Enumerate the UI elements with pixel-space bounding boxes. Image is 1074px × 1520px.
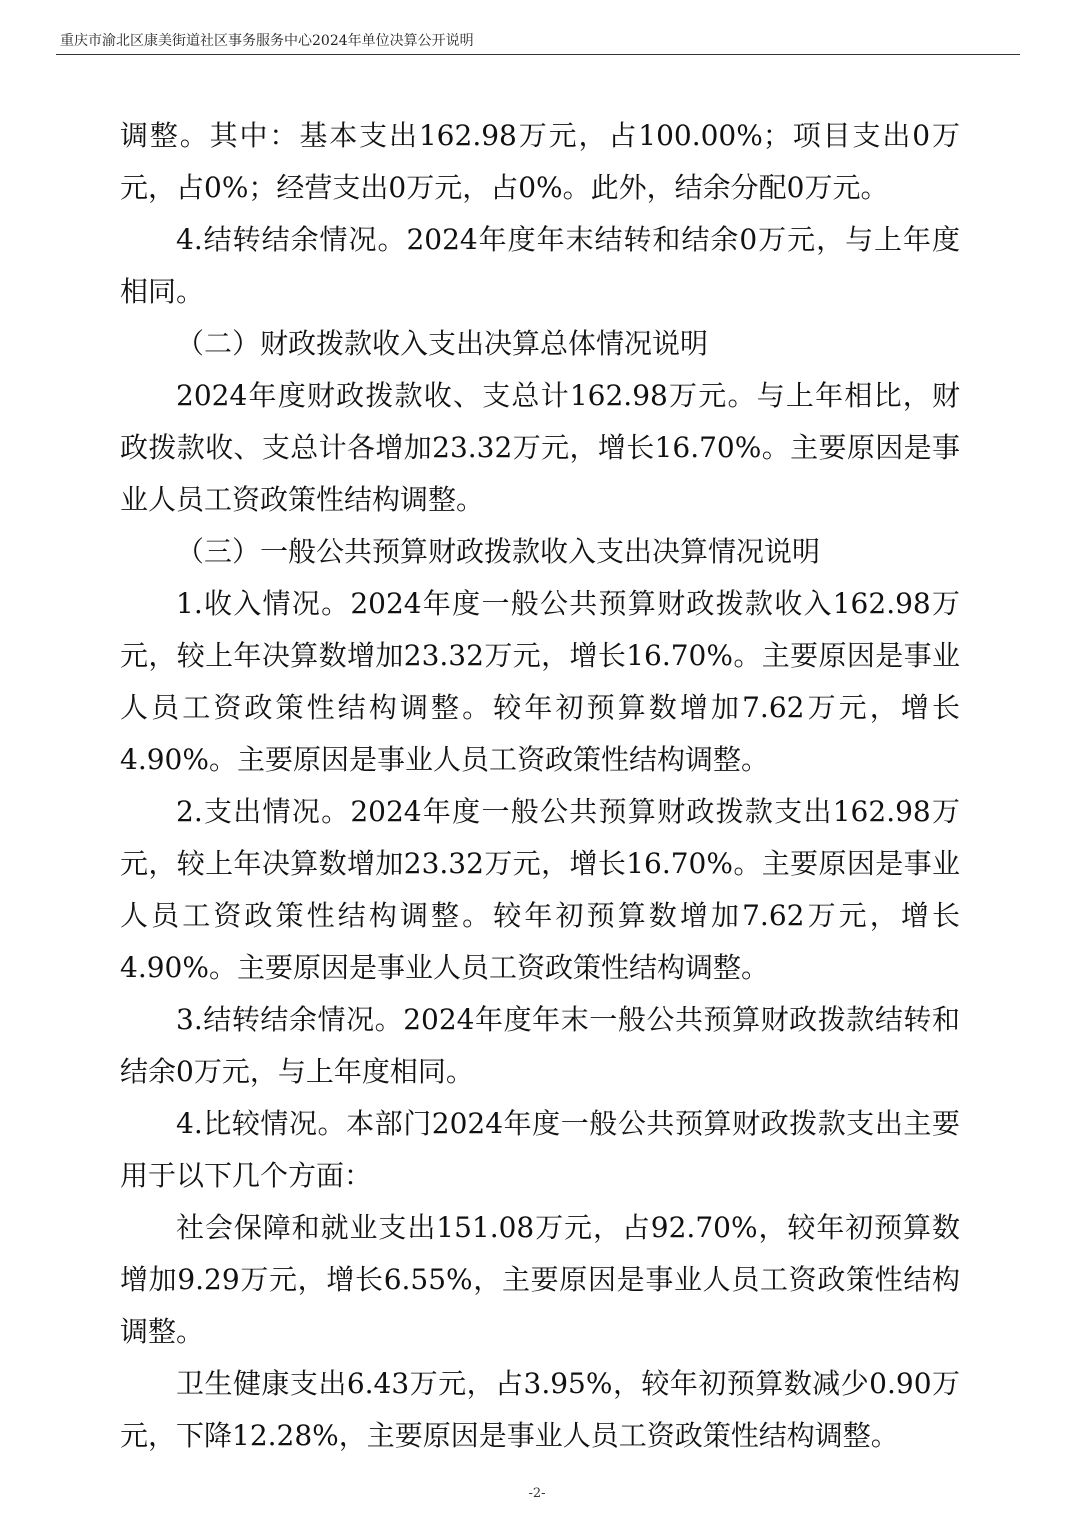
paragraph: 卫生健康支出6.43万元，占3.95%，较年初预算数减少0.90万元，下降12.28%，主要原因是事业人员工资政策性结构调整。 <box>120 1367 960 1452</box>
header-divider <box>56 54 1020 55</box>
section-heading: （二）财政拨款收入支出决算总体情况说明 <box>176 327 709 360</box>
paragraph: 1.收入情况。2024年度一般公共预算财政拨款收入162.98万元，较上年决算数增加23.32万元，增长16.70%。主要原因是事业人员工资政策性结构调整。较年初预算数增加7.62万元，增长4.90%。主要原因是事业人员工资政策性结构调整。 <box>120 587 960 776</box>
paragraph: 2.支出情况。2024年度一般公共预算财政拨款支出162.98万元，较上年决算数增加23.32万元，增长16.70%。主要原因是事业人员工资政策性结构调整。较年初预算数增加7.62万元，增长4.90%。主要原因是事业人员工资政策性结构调整。 <box>120 795 960 984</box>
paragraph: 社会保障和就业支出151.08万元，占92.70%，较年初预算数增加9.29万元，增长6.55%，主要原因是事业人员工资政策性结构调整。 <box>120 1211 960 1348</box>
paragraph: 4.结转结余情况。2024年度年末结转和结余0万元，与上年度相同。 <box>120 223 960 308</box>
paragraph: 调整。其中：基本支出162.98万元，占100.00%；项目支出0万元，占0%；经营支出0万元，占0%。此外，结余分配0万元。 <box>120 119 960 204</box>
page-header-title: 重庆市渝北区康美街道社区事务服务中心2024年单位决算公开说明 <box>60 33 474 49</box>
paragraph: 3.结转结余情况。2024年度年末一般公共预算财政拨款结转和结余0万元，与上年度相同。 <box>120 1003 960 1088</box>
page-number: -2- <box>528 1486 546 1501</box>
paragraph: 2024年度财政拨款收、支总计162.98万元。与上年相比，财政拨款收、支总计各增加23.32万元，增长16.70%。主要原因是事业人员工资政策性结构调整。 <box>120 379 960 516</box>
paragraph: 4.比较情况。本部门2024年度一般公共预算财政拨款支出主要用于以下几个方面： <box>120 1107 960 1192</box>
section-heading: （三）一般公共预算财政拨款收入支出决算情况说明 <box>176 535 821 568</box>
document-body <box>120 110 960 1462</box>
